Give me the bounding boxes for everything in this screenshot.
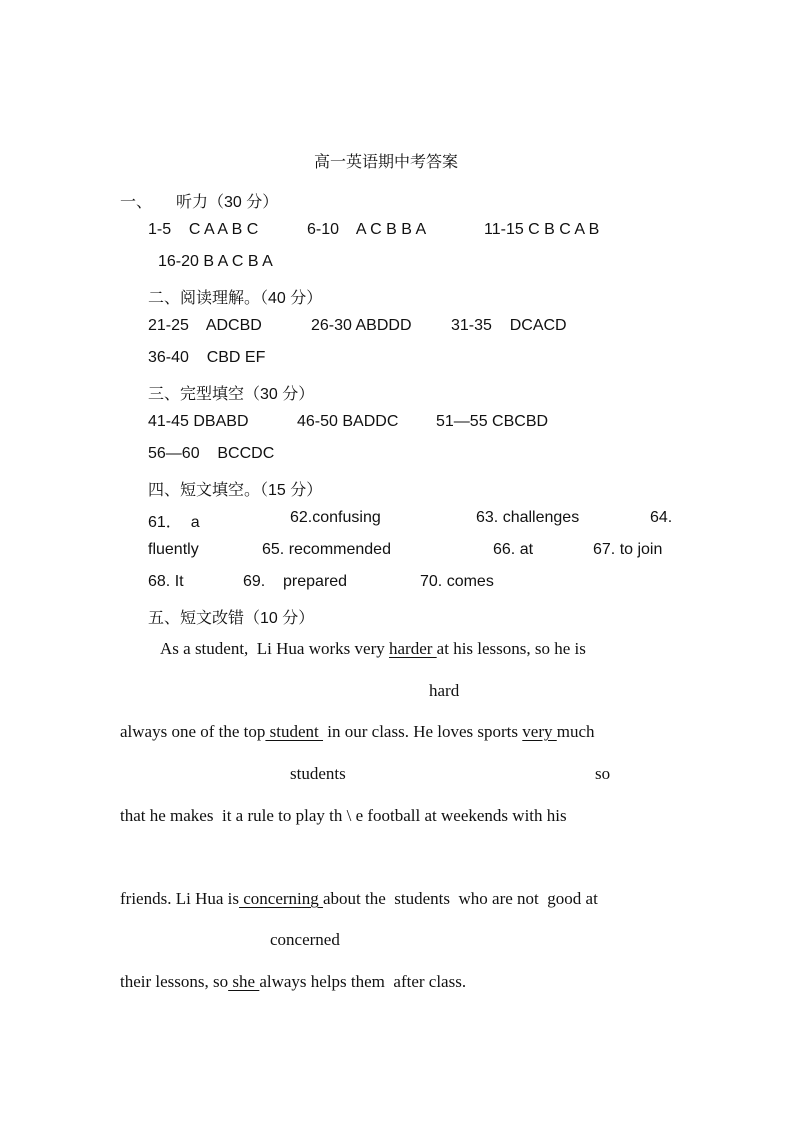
answer-item: 70. comes — [420, 573, 494, 590]
text: friends. Li Hua is — [120, 889, 239, 908]
answer-item: fluently — [148, 541, 199, 558]
answer-group: 46-50 BADDC — [297, 413, 399, 430]
correction-line-4 — [120, 889, 598, 909]
answer-group: 51—55 CBCBD — [436, 413, 549, 430]
section-3-heading: 三、完型填空（30 分） — [148, 386, 315, 403]
correction-fix: concerned — [270, 930, 340, 949]
section-1-number: 一、 — [120, 194, 153, 211]
answer-group: 11-15 C B C A B — [484, 221, 600, 238]
correction-fix: so — [595, 764, 611, 783]
correction-line-5 — [120, 972, 466, 992]
text: much — [556, 722, 595, 741]
answer-group: 31-35 DCACD — [451, 317, 567, 334]
correction-line-3: that he makes it a rule to play th \ e football at weekends with his — [120, 806, 567, 825]
answer-group: 21-25 ADCBD — [148, 317, 262, 334]
answer-item: 64. — [650, 509, 673, 526]
error-word: concerning — [238, 889, 324, 908]
section-5-heading: 五、短文改错（10 分） — [148, 610, 315, 627]
answer-group: 36-40 CBD EF — [148, 349, 266, 366]
text: in our class. He loves sports — [323, 722, 523, 741]
answer-group: 1-5 C A A B C — [148, 221, 259, 238]
correction-fix: students — [290, 764, 346, 783]
answer-group: 6-10 A C B B A — [307, 221, 427, 238]
correction-fix: hard — [429, 681, 460, 700]
correction-line-2 — [120, 722, 595, 742]
correction-line-1 — [160, 639, 586, 659]
error-word: she — [228, 972, 260, 991]
answer-group: 56—60 BCCDC — [148, 445, 275, 462]
answer-group: 26-30 ABDDD — [311, 317, 412, 334]
answer-item: 66. at — [493, 541, 534, 558]
text: their lessons, so — [120, 972, 229, 991]
error-word: very — [522, 722, 557, 741]
answer-item: 63. challenges — [476, 509, 580, 526]
text: always one of the top — [120, 722, 266, 741]
answer-item: 67. to join — [593, 541, 663, 558]
answer-item: 61． a — [148, 514, 200, 531]
answer-item: 69. prepared — [243, 573, 348, 590]
error-word: student — [265, 722, 324, 741]
section-2-heading: 二、阅读理解。（40 分） — [148, 290, 323, 307]
text: always helps them after class. — [259, 972, 467, 991]
text: about the students who are not good at — [323, 889, 598, 908]
answer-group: 16-20 B A C B A — [158, 253, 273, 270]
section-1-heading: 听力（30 分） — [176, 194, 279, 211]
text: As a student, Li Hua works very — [160, 639, 389, 658]
answer-item: 68. It — [148, 573, 184, 590]
answer-item: 65. recommended — [262, 541, 391, 558]
section-4-heading: 四、短文填空。（15 分） — [148, 482, 323, 499]
page-title: 高一英语期中考答案 — [314, 152, 459, 171]
answer-group: 41-45 DBABD — [148, 413, 249, 430]
answer-item: 62.confusing — [290, 509, 381, 526]
error-word: harder — [389, 639, 437, 658]
text: at his lessons, so he is — [436, 639, 586, 658]
